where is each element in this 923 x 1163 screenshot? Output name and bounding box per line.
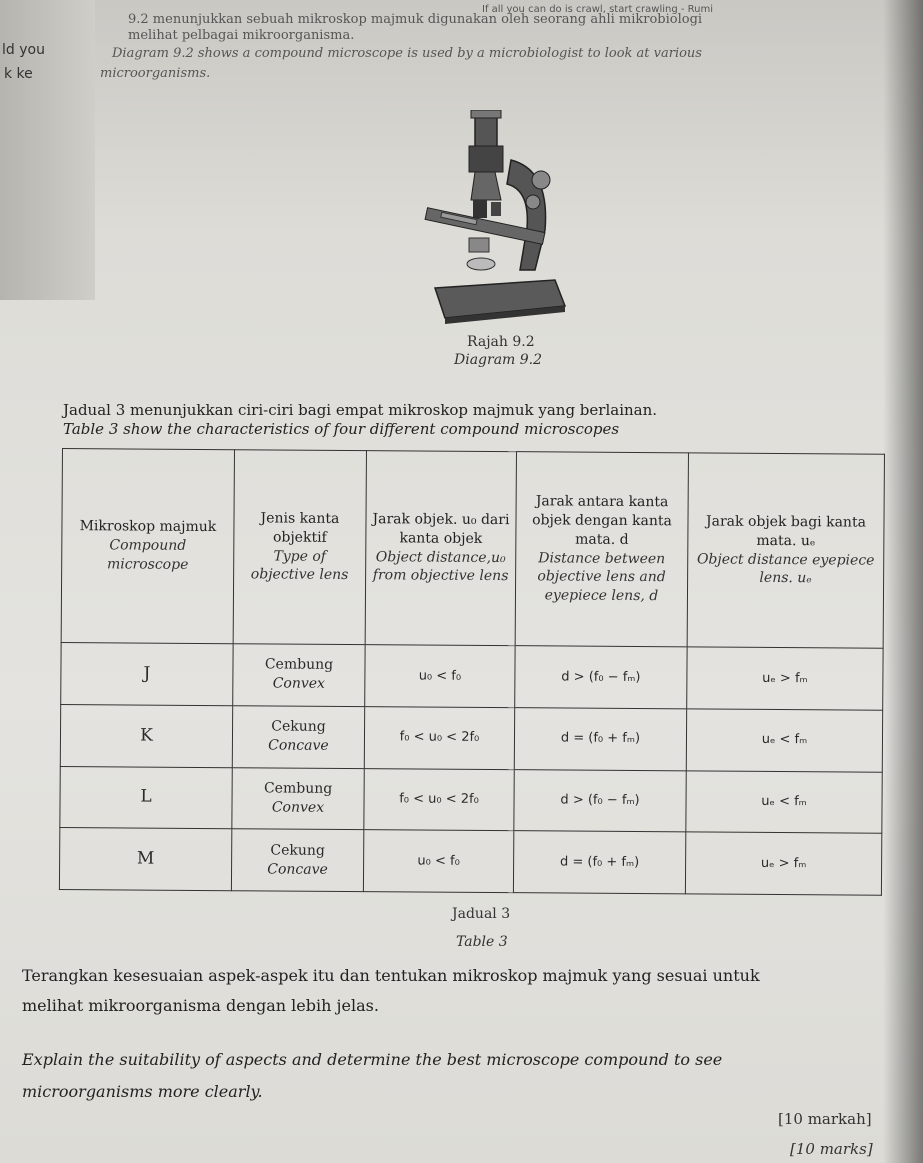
header-lens-separation: Jarak antara kanta objek dengan kanta mata. d Distance between objective lens and eyepiece lens, d [515,452,688,647]
object-distance-cell: f₀ < u₀ < 2f₀ [364,706,514,769]
figure-caption-ms: Rajah 9.2 [467,334,535,350]
separation-cell: d > (f₀ − fₘ) [514,769,686,832]
table-intro-en: Table 3 show the characteristics of four different compound microscopes [63,420,620,438]
table-row [61,642,883,709]
lens-type-cell: Cembung Convex [233,644,365,707]
table-intro-ms: Jadual 3 menunjukkan ciri-ciri bagi empat mikroskop majmuk yang berlainan. [63,401,658,419]
row-label: M [59,828,231,891]
table-row [59,828,881,895]
facing-page-text-1: ld you [2,42,45,58]
motivational-note: If all you can do is crawl, start crawling - Rumi [482,4,714,15]
lens-type-cell: Cekung Concave [232,705,364,768]
eyepiece-distance-cell: uₑ > fₘ [685,832,881,895]
header-object-distance: Jarak objek. u₀ dari kanta objek Object distance,u₀ from objective lens [365,451,516,646]
question-en-line2: microorganisms more clearly. [22,1082,263,1101]
intro-ms-line2: melihat pelbagai mikroorganisma. [128,28,355,43]
lens-type-cell: Cembung Convex [232,767,364,830]
compound-microscope-illustration [415,110,575,325]
intro-ms-line1: 9.2 menunjukkan sebuah mikroskop majmuk digunakan oleh seorang ahli mikrobiologi [128,12,703,27]
eyepiece-distance-cell: uₑ < fₘ [686,709,882,772]
marks-ms: [10 markah] [778,1110,872,1128]
header-compound-microscope: Mikroskop majmuk Compound microscope [61,449,234,644]
row-label: L [60,766,232,829]
header-objective-lens-type: Jenis kanta objektif Type of objective lens [233,450,366,645]
table-row [60,704,882,771]
object-distance-cell: u₀ < f₀ [365,645,515,708]
eyepiece-distance-cell: uₑ < fₘ [686,770,882,833]
eyepiece-distance-cell: uₑ > fₘ [687,647,883,710]
header-eyepiece-object-distance: Jarak objek bagi kanta mata. uₑ Object distance eyepiece lens. uₑ [687,453,884,648]
figure-caption-en: Diagram 9.2 [454,352,543,368]
facing-page-text-2: k ke [4,66,33,82]
row-label: K [60,704,232,767]
marks-en: [10 marks] [790,1140,873,1158]
question-ms-line2: melihat mikroorganisma dengan lebih jelas. [22,996,379,1015]
row-label: J [61,642,233,705]
table-caption-ms: Jadual 3 [452,906,511,922]
intro-en-line1: Diagram 9.2 shows a compound microscope is used by a microbiologist to look at various [112,46,702,61]
separation-cell: d = (f₀ + fₘ) [513,831,685,894]
table-row [60,766,882,833]
table-header-row [61,449,884,649]
table-caption-en: Table 3 [456,934,508,950]
question-en-line1: Explain the suitability of aspects and determine the best microscope compound to see [22,1050,723,1069]
separation-cell: d > (f₀ − fₘ) [515,646,687,709]
object-distance-cell: f₀ < u₀ < 2f₀ [364,768,514,831]
microscope-characteristics-table [59,448,885,896]
intro-en-line2: microorganisms. [100,66,211,81]
question-ms-line1: Terangkan kesesuaian aspek-aspek itu dan tentukan mikroskop majmuk yang sesuai untuk [22,966,760,985]
separation-cell: d = (f₀ + fₘ) [514,707,686,770]
lens-type-cell: Cekung Concave [231,829,363,892]
photo-shadow-edge [883,0,923,1163]
object-distance-cell: u₀ < f₀ [363,830,513,893]
